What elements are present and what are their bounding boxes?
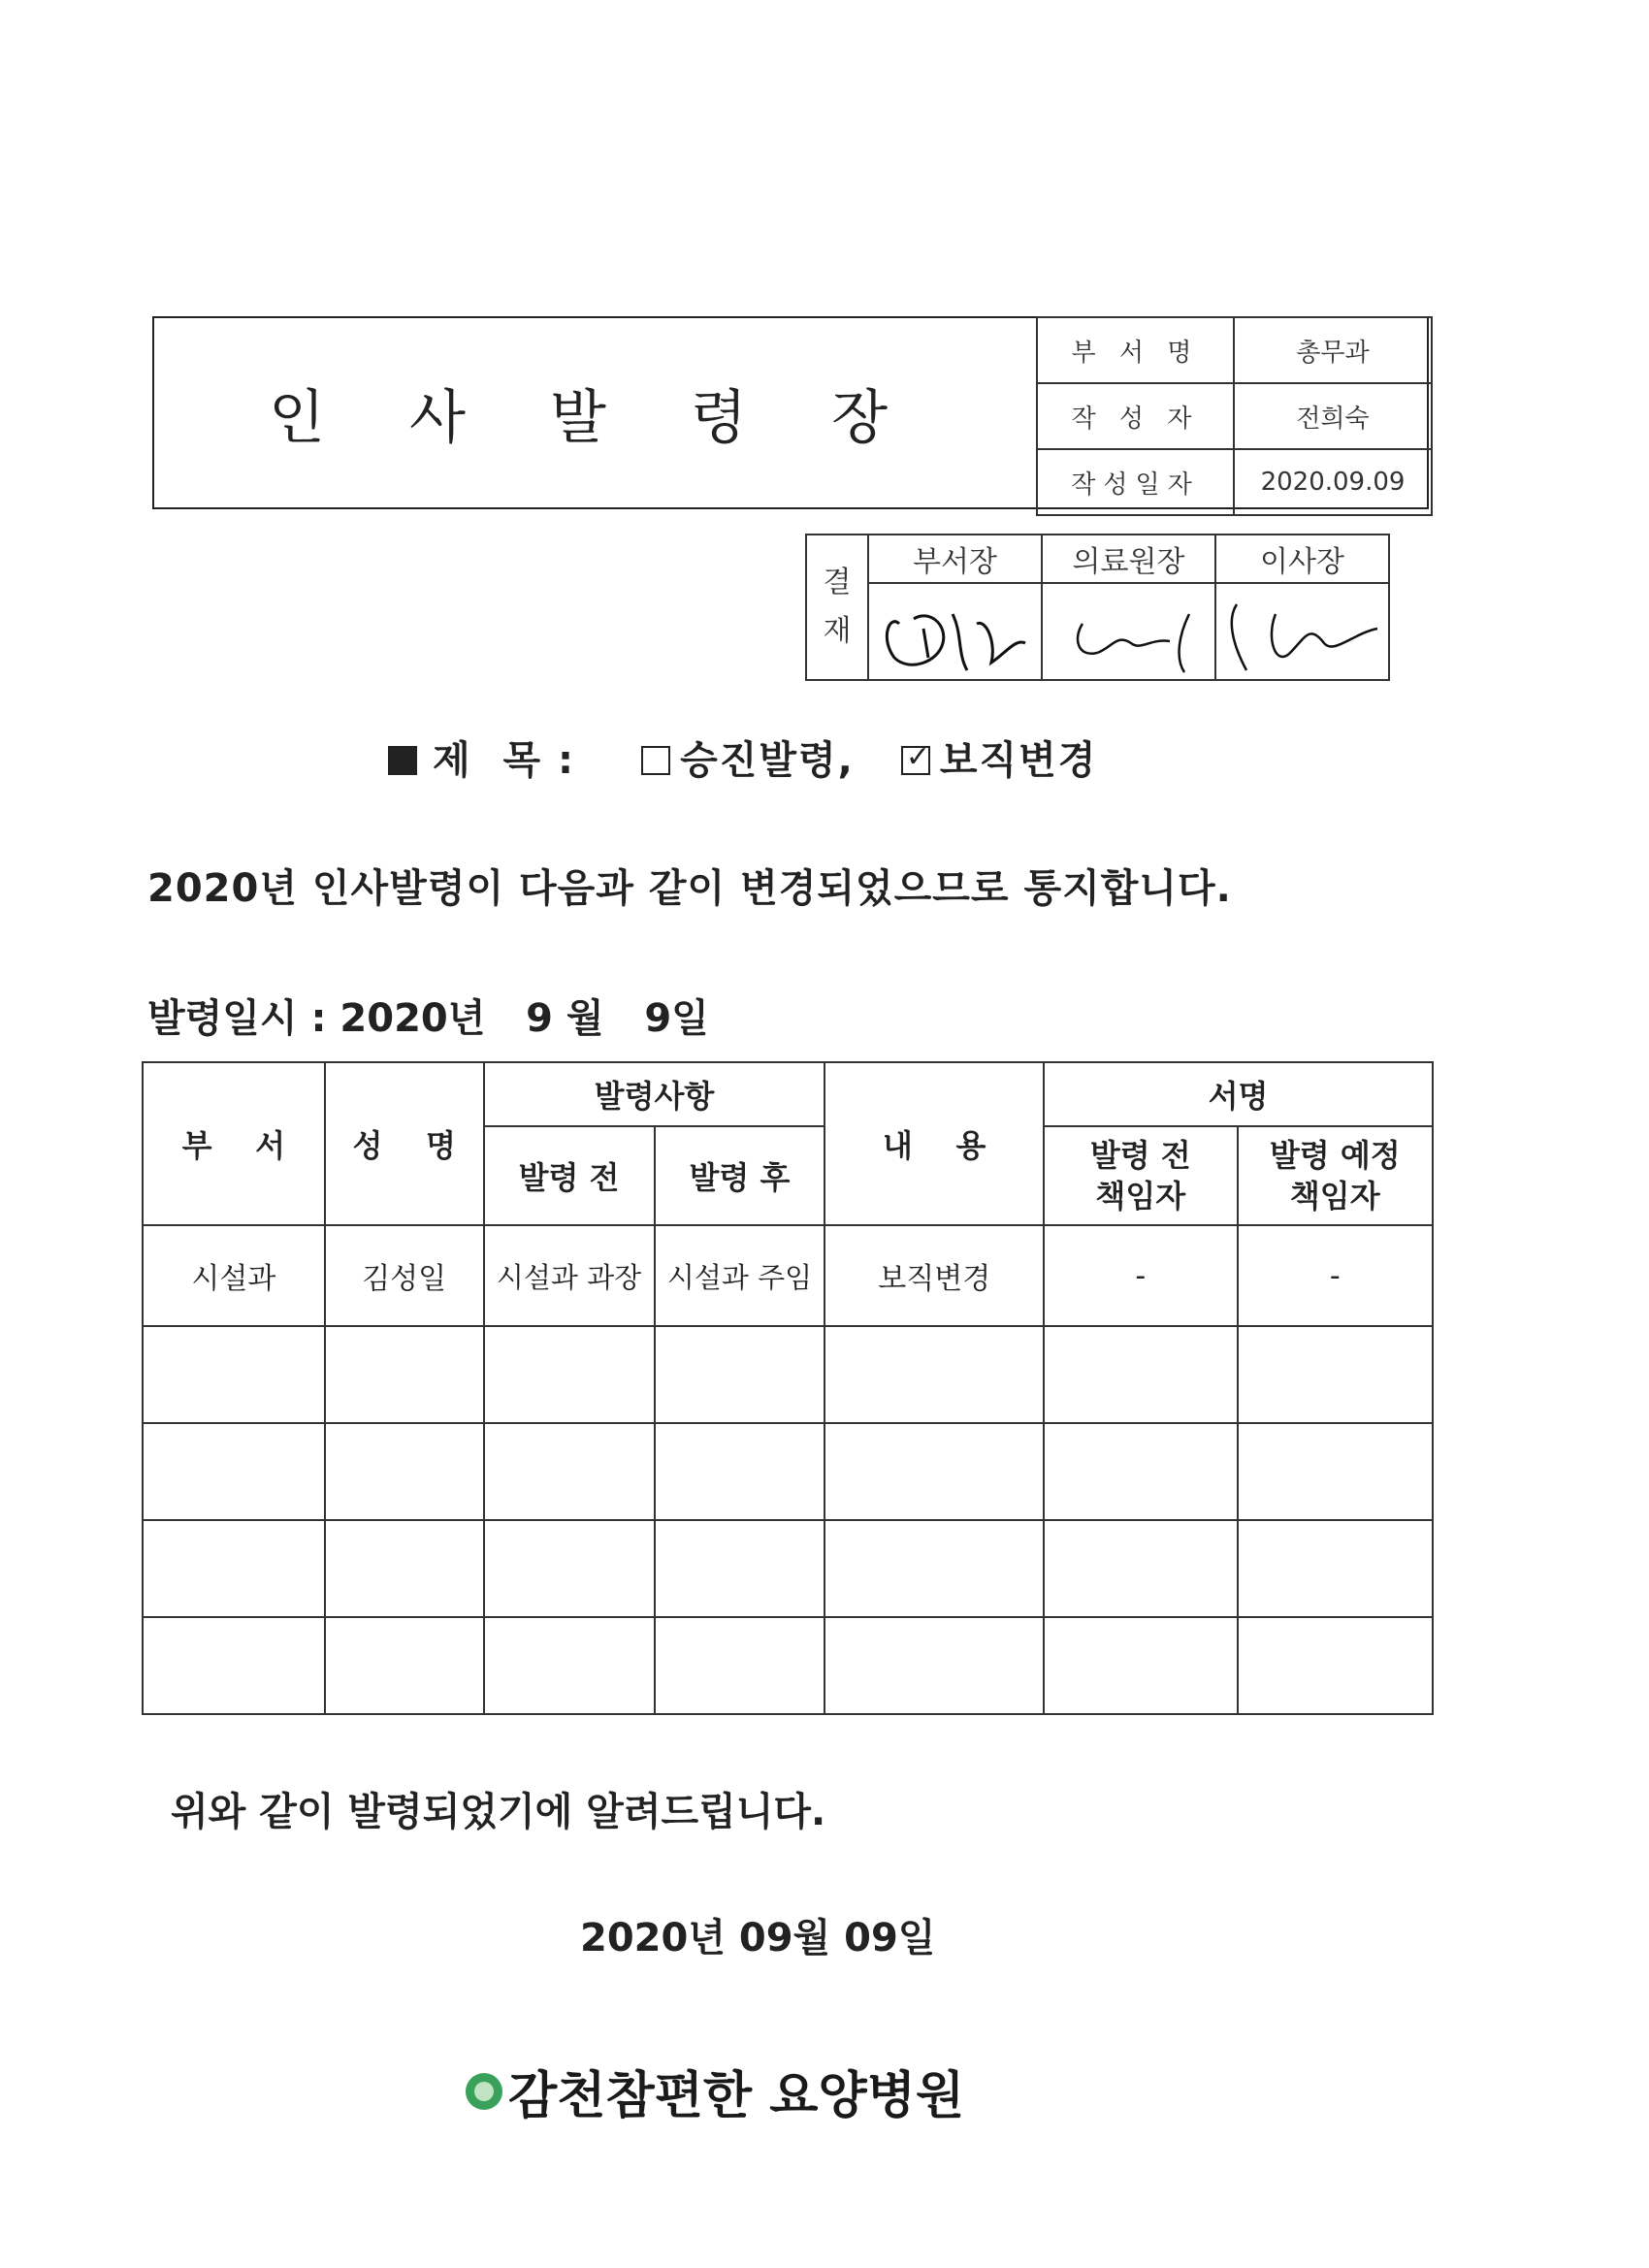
document-title: 인 사 발 령 장 (268, 383, 922, 452)
cell-content: 보직변경 (824, 1225, 1044, 1326)
table-row-empty (143, 1326, 1433, 1423)
filled-square-icon (388, 746, 417, 775)
closing-text: 위와 같이 발령되었기에 알려드립니다. (171, 1790, 826, 1834)
meta-value: 2020.09.09 (1234, 449, 1432, 515)
meta-value: 전희숙 (1234, 383, 1432, 449)
approval-side-text: 결 재 (823, 566, 852, 648)
personnel-order-table (142, 1061, 1434, 1715)
subject-marker: 제 목 : (433, 738, 576, 783)
meta-row-author (1037, 383, 1432, 449)
cell-before: 시설과 과장 (484, 1225, 655, 1326)
header-signature: 서명 (1044, 1062, 1433, 1126)
cell-after: 시설과 주임 (655, 1225, 825, 1326)
meta-row-date (1037, 449, 1432, 515)
approval-side-label (806, 535, 868, 680)
header-after: 발령 후 (655, 1126, 825, 1225)
cell-dept: 시설과 (143, 1225, 325, 1326)
approval-role-medical: 의료원장 (1042, 535, 1215, 583)
signature-head (868, 583, 1042, 680)
meta-value: 총무과 (1234, 317, 1432, 383)
hospital-name: 감천참편한 요양병원 (508, 2067, 965, 2125)
subject-line (388, 729, 1097, 785)
header-before: 발령 전 (484, 1126, 655, 1225)
checkbox-reassignment[interactable] (901, 746, 930, 775)
option-promotion-label: 승진발령, (680, 738, 855, 783)
header-sig-planned: 발령 예정 책임자 (1238, 1126, 1433, 1225)
header-content: 내 용 (824, 1062, 1044, 1225)
checkbox-promotion[interactable] (641, 746, 670, 775)
table-row-empty (143, 1423, 1433, 1520)
option-reassignment-label: 보직변경 (939, 738, 1098, 783)
cell-sig-planned: - (1238, 1225, 1433, 1326)
meta-table (1036, 316, 1433, 516)
issue-date: 2020년 09월 09일 (580, 1916, 936, 1960)
meta-label: 작 성 자 (1037, 383, 1234, 449)
signature-medical (1042, 583, 1215, 680)
meta-label: 작성일자 (1037, 449, 1234, 515)
approval-table (805, 534, 1390, 681)
cell-sig-before: - (1044, 1225, 1237, 1326)
header-name: 성 명 (325, 1062, 484, 1225)
handwritten-signature-icon (870, 585, 1040, 678)
header-sig-before: 발령 전 책임자 (1044, 1126, 1237, 1225)
signature-chairman (1215, 583, 1389, 680)
approval-role-chairman: 이사장 (1215, 535, 1389, 583)
hospital-name-block (466, 2055, 964, 2127)
order-date: 발령일시 : 2020년 9 월 9일 (147, 996, 709, 1041)
hospital-logo-icon (466, 2073, 502, 2110)
approval-role-head: 부서장 (868, 535, 1042, 583)
meta-label: 부 서 명 (1037, 317, 1234, 383)
header-order-items: 발령사항 (484, 1062, 825, 1126)
handwritten-signature-icon (1217, 585, 1387, 678)
header-dept: 부 서 (143, 1062, 325, 1225)
notice-text: 2020년 인사발령이 다음과 같이 변경되었으므로 통지합니다. (147, 866, 1232, 911)
table-row (143, 1225, 1433, 1326)
table-row-empty (143, 1520, 1433, 1617)
cell-name: 김성일 (325, 1225, 484, 1326)
handwritten-signature-icon (1044, 585, 1213, 678)
table-row-empty (143, 1617, 1433, 1714)
meta-row-department (1037, 317, 1432, 383)
